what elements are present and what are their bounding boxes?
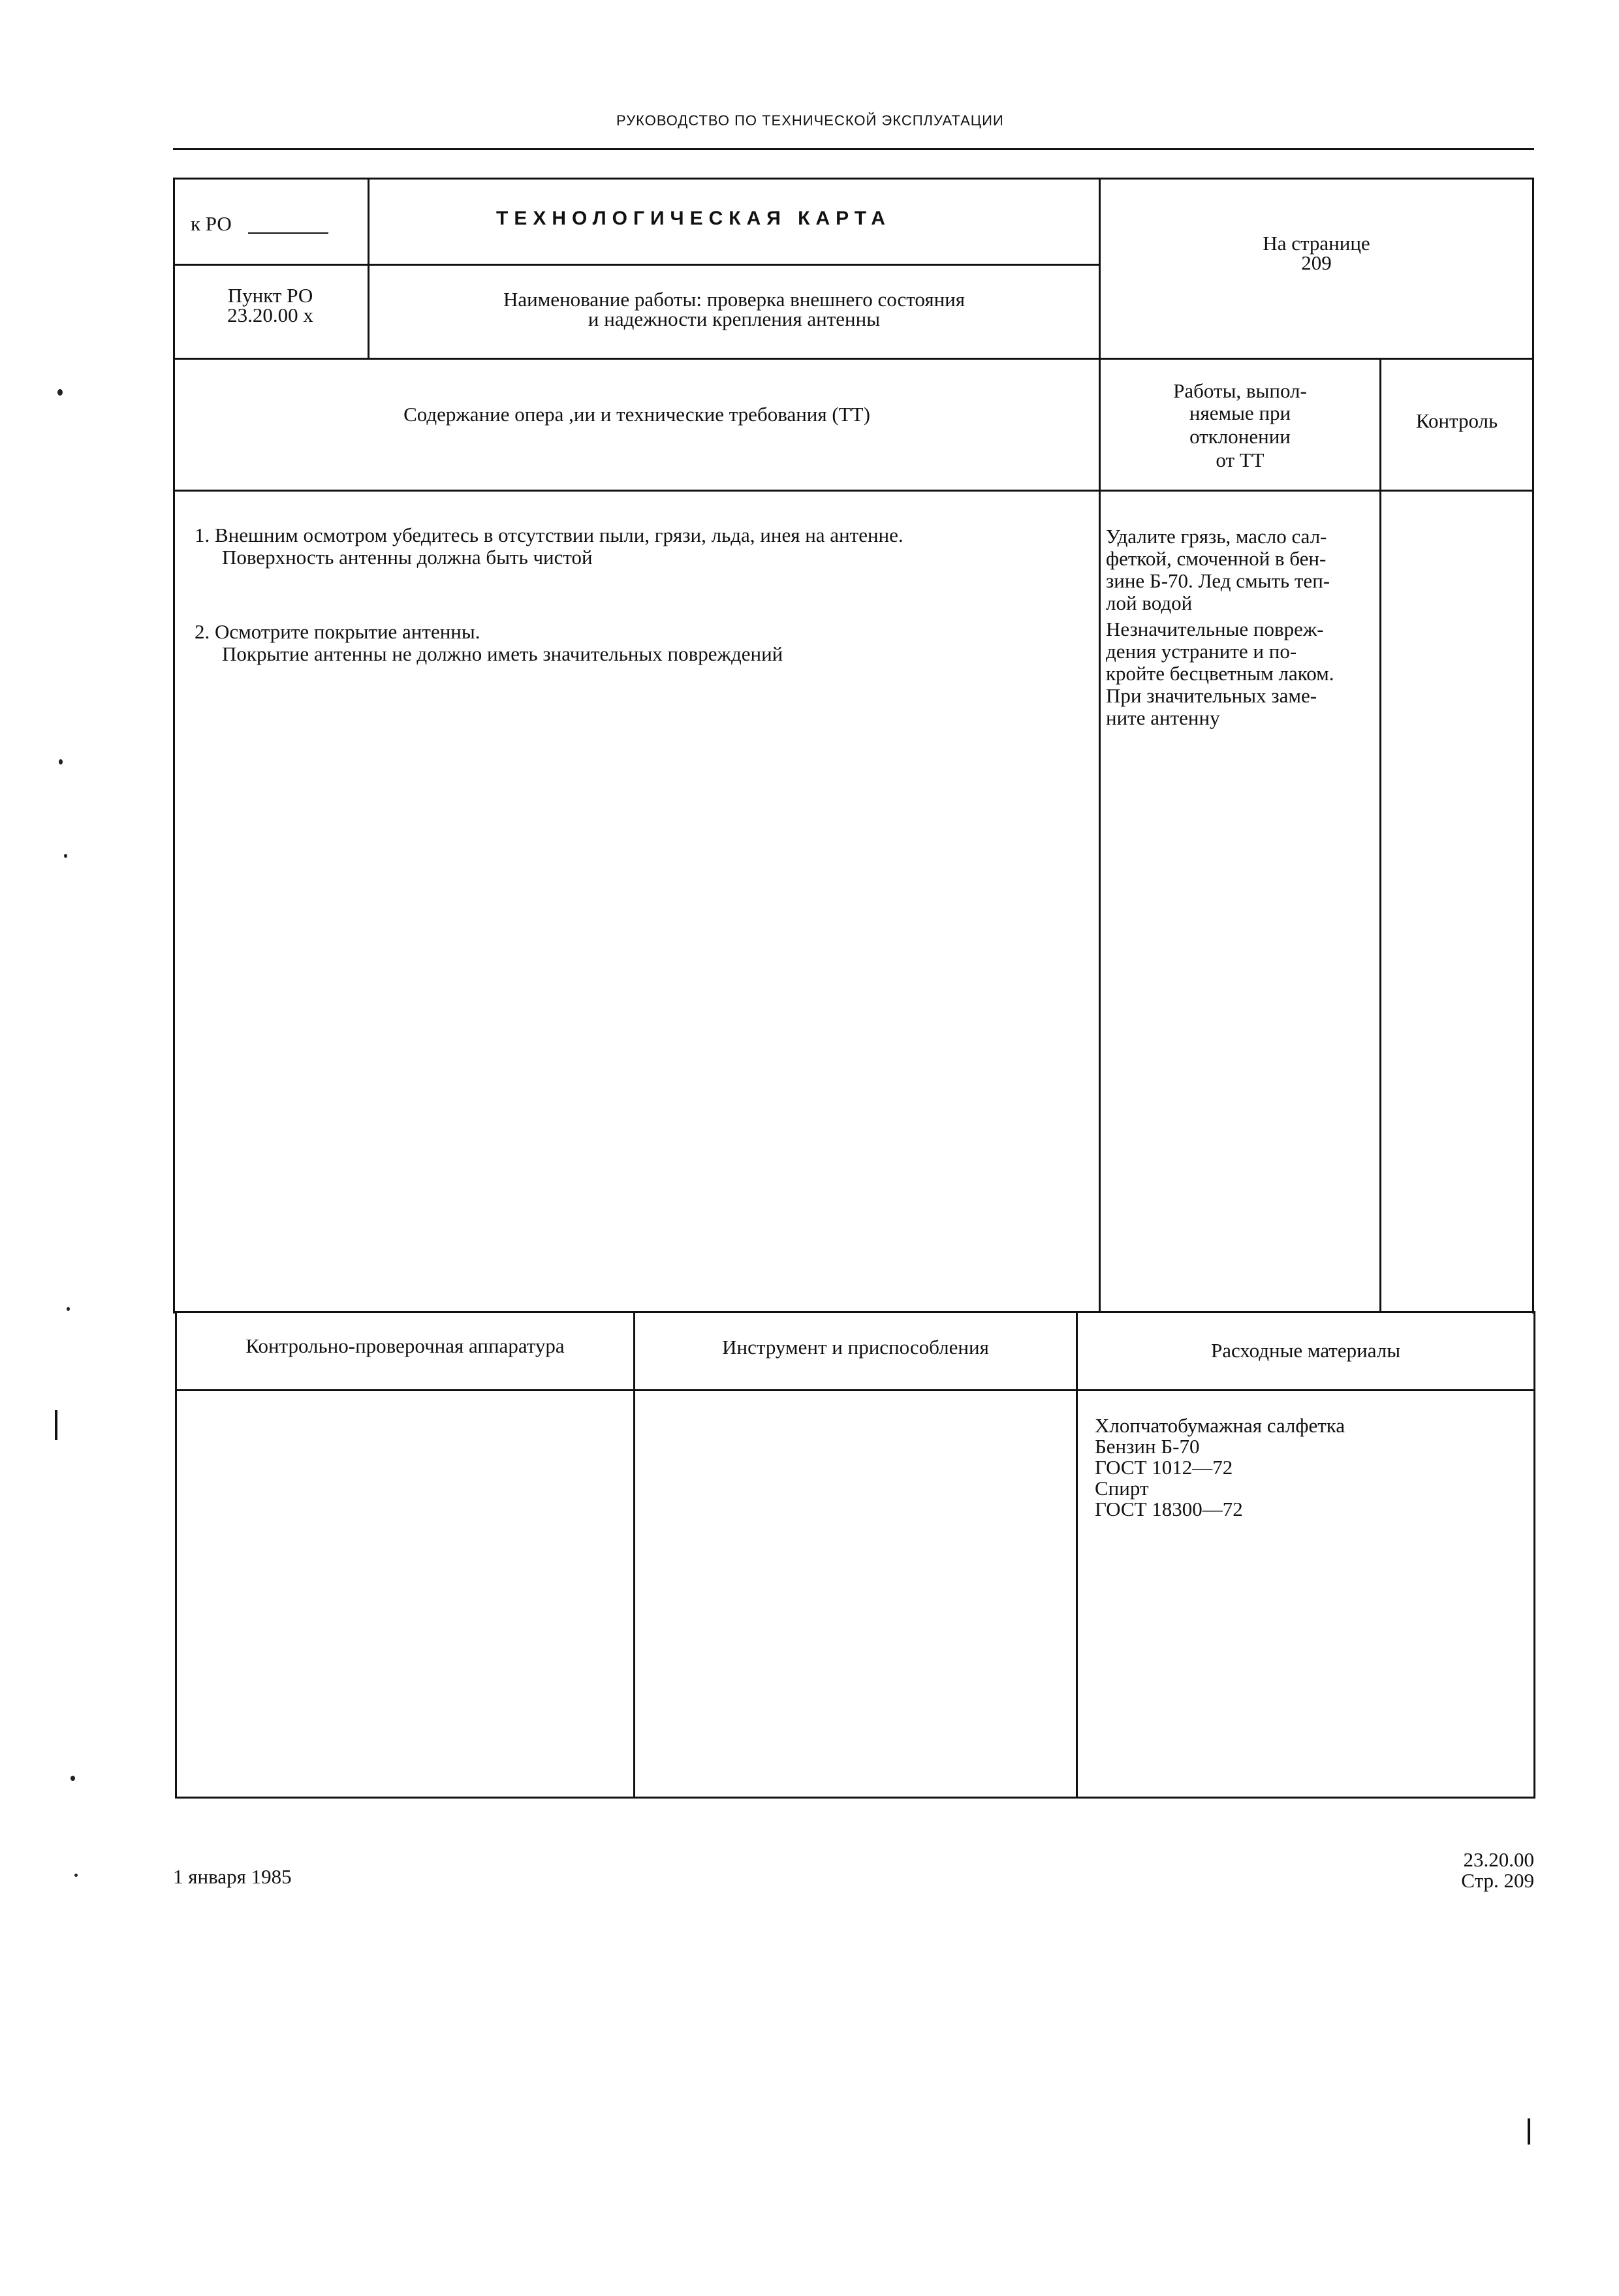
card-left-border <box>173 178 175 1313</box>
equipment-col-materials: Расходные материалы <box>1210 1339 1401 1362</box>
item-label: Пункт РО <box>227 284 313 307</box>
operation-2-line1: 2. Осмотрите покрытие антенны. <box>195 620 480 643</box>
deviation-header-line2: няемые при <box>1189 401 1291 424</box>
scan-speck <box>71 1776 75 1781</box>
scan-speck <box>74 1874 78 1877</box>
equipment-right-border <box>1533 1311 1535 1799</box>
control-column-header: Контроль <box>1415 409 1498 432</box>
operation-2-line2: Покрытие антенны не должно иметь значительных повреждений <box>222 642 783 665</box>
material-item: Спирт <box>1095 1477 1149 1500</box>
control-column-left-line <box>1379 358 1381 1312</box>
footer-page: Стр. 209 <box>1461 1869 1534 1892</box>
card-top-border <box>173 178 1534 180</box>
equipment-bottom-line <box>175 1797 1535 1799</box>
equipment-divider-2 <box>1076 1311 1078 1799</box>
card-right-border <box>1532 178 1534 1313</box>
page-number: 209 <box>1301 251 1332 274</box>
deviation-1-line2: феткой, смоченной в бен- <box>1106 547 1327 570</box>
deviation-header-line1: Работы, выпол- <box>1173 379 1307 402</box>
equipment-header-line <box>175 1389 1535 1391</box>
work-name-line1: Наименование работы: проверка внешнего состояния <box>503 288 966 311</box>
deviation-header-line4: от ТТ <box>1216 448 1265 471</box>
ref-label: к РО <box>191 212 232 235</box>
deviation-2-line5: ните антенну <box>1106 706 1220 729</box>
work-name-line2: и надежности крепления антенны <box>588 307 881 330</box>
material-item: Бензин Б-70 <box>1095 1435 1200 1458</box>
header-divider-left <box>368 178 369 358</box>
deviation-1-line1: Удалите грязь, масло сал- <box>1106 525 1327 548</box>
deviation-column-left-line <box>1099 178 1101 1312</box>
running-header: РУКОВОДСТВО ПО ТЕХНИЧЕСКОЙ ЭКСПЛУАТАЦИИ <box>616 112 1004 129</box>
column-header-bottom-line <box>173 490 1534 492</box>
item-code: 23.20.00 х <box>227 304 313 326</box>
card-title: ТЕХНОЛОГИЧЕСКАЯ КАРТА <box>496 208 891 229</box>
footer-section: 23.20.00 <box>1463 1848 1534 1871</box>
deviation-2-line4: При значительных заме- <box>1106 684 1317 707</box>
equipment-col-apparatus: Контрольно-проверочная аппаратура <box>245 1334 565 1357</box>
material-item: ГОСТ 1012—72 <box>1095 1456 1233 1479</box>
material-item: ГОСТ 18300—72 <box>1095 1498 1243 1520</box>
deviation-1-line4: лой водой <box>1106 591 1193 614</box>
deviation-1-line3: зине Б-70. Лед смыть теп- <box>1106 569 1330 592</box>
content-column-header: Содержание опера ,ии и технические требования (ТТ) <box>403 403 870 426</box>
scan-speck <box>67 1307 70 1311</box>
deviation-2-line1: Незначительные повреж- <box>1106 618 1324 640</box>
equipment-left-border <box>175 1311 177 1799</box>
scan-speck <box>57 389 63 396</box>
header-rule <box>173 148 1534 150</box>
equipment-col-tools: Инструмент и приспособления <box>722 1336 989 1359</box>
operation-1-line1: 1. Внешним осмотром убедитесь в отсутствии пыли, грязи, льда, инея на антенне. <box>195 524 904 546</box>
deviation-2-line3: кройте бесцветным лаком. <box>1106 662 1334 685</box>
scan-speck <box>64 854 67 858</box>
footer-date: 1 января 1985 <box>173 1865 292 1888</box>
operation-1-line2: Поверхность антенны должна быть чистой <box>222 546 593 569</box>
scan-speck <box>59 759 63 764</box>
scan-mark <box>1528 2118 1530 2145</box>
equipment-top-line <box>173 1311 1534 1313</box>
ref-blank-line <box>248 232 328 234</box>
page-label: На странице <box>1263 232 1370 255</box>
equipment-divider-1 <box>633 1311 635 1799</box>
scan-mark <box>55 1410 57 1440</box>
header-mid-line <box>173 264 1100 266</box>
material-item: Хлопчатобумажная салфетка <box>1095 1414 1345 1437</box>
deviation-header-line3: отклонении <box>1189 425 1291 448</box>
deviation-2-line2: дения устраните и по- <box>1106 640 1297 663</box>
header-bottom-line <box>173 358 1534 360</box>
